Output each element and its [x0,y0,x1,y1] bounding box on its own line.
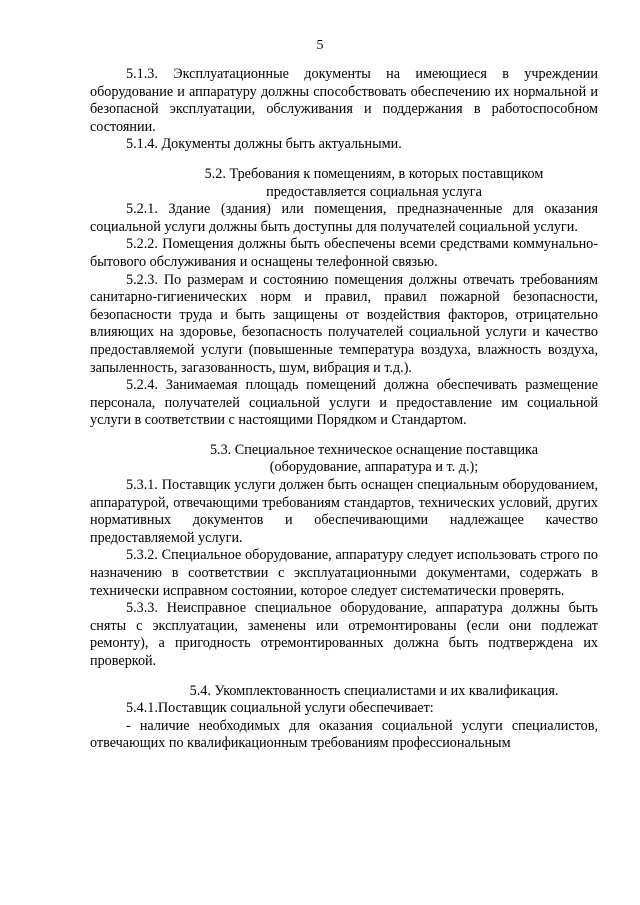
paragraph-5-2-1: 5.2.1. Здание (здания) или помещения, предназначенные для оказания социальной услуги должны быть доступны для получателей социальной услуги. [90,201,598,235]
paragraph-5-3-2: 5.3.2. Специальное оборудование, аппаратуру следует использовать строго по назначению в соответствии с эксплуатационными документами, содержать в технически исправном состоянии, которое следует систематически проверять. [90,547,598,599]
section-heading-5-2 [90,166,598,201]
section-heading-5-2-line-2: предоставляется социальная услуга [266,183,482,200]
page-number: 5 [316,38,324,53]
paragraph-5-2-2: 5.2.2. Помещения должны быть обеспечены всеми средствами коммунально-бытового обслуживания и оснащены телефонной связью. [90,236,598,270]
paragraph-5-1-3: 5.1.3. Эксплуатационные документы на имеющиеся в учреждении оборудование и аппаратуру должны способствовать обеспечению их нормальной и безопасной эксплуатации, обслуживания и поддержания в работоспособном состоянии. [90,66,598,135]
section-heading-5-3-line-2: (оборудование, аппаратура и т. д.); [269,459,479,476]
section-heading-5-4: 5.4. Укомплектованность специалистами и их квалификация. [189,682,559,699]
paragraph-5-3-1: 5.3.1. Поставщик услуги должен быть оснащен специальным оборудованием, аппаратурой, отвечающими требованиям стандартов, технических условий, других нормативных документов и обеспечивающими надлежащее качество предоставляемой услуги. [90,477,598,546]
document-body [90,66,598,753]
paragraph-5-3-3: 5.3.3. Неисправное специальное оборудование, аппаратура должны быть сняты с эксплуатации, заменены или отремонтированы (если они подлежат ремонту), а пригодность отремонтированных должна быть подтверждена их проверкой. [90,600,598,669]
section-heading-5-3-line-1: 5.3. Специальное техническое оснащение поставщика [209,441,539,458]
paragraph-5-1-4: 5.1.4. Документы должны быть актуальными. [126,136,402,153]
paragraph-5-2-4: 5.2.4. Занимаемая площадь помещений должна обеспечивать размещение персонала, получателей социальной услуги и предоставление им социальной услуги в соответствии с настоящими Порядком и Стандартом. [90,377,598,429]
section-heading-5-2-line-1: 5.2. Требования к помещениям, в которых поставщиком [204,165,544,182]
section-heading-5-3 [90,442,598,477]
paragraph-5-4-1: 5.4.1.Поставщик социальной услуги обеспечивает: [126,700,434,717]
paragraph-5-2-3: 5.2.3. По размерам и состоянию помещения должны отвечать требованиям санитарно-гигиенических норм и правил, правил пожарной безопасности, безопасности труда и быть защищены от воздействия факторов, отрицательно влияющих на здоровье, безопасность получателей социальной услуги и качество предоставляемой услуги (повышенные температура воздуха, влажность воздуха, запыленность, загазованность, шум, вибрация и т.д.). [90,271,598,376]
paragraph-5-4-1-item: - наличие необходимых для оказания социальной услуги специалистов, отвечающих по квалификационным требованиям профессиональным [90,717,598,752]
